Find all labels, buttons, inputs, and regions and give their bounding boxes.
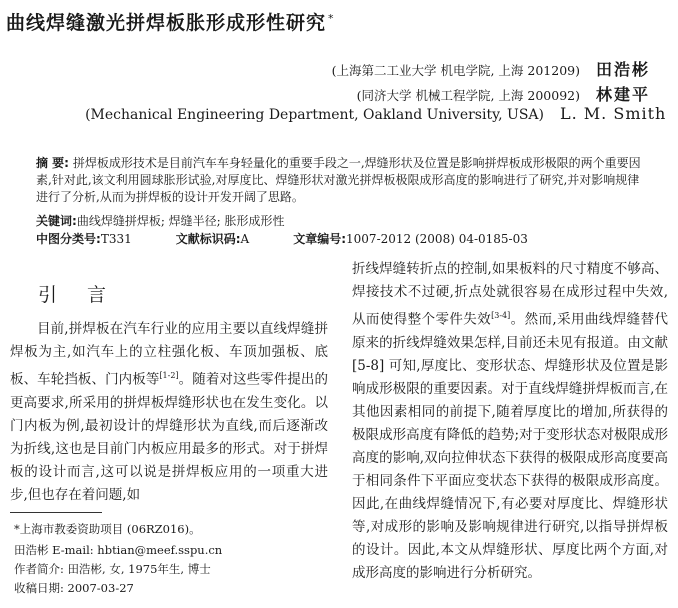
classification-line (36, 230, 528, 247)
paragraph-text: 。然而,采用曲线焊缝替代原来的折线焊缝效果怎样,目前还未见有报道。由文献 [5-8] 可知,厚度比、变形状态、焊缝形状及位置是影响成形极限的重要因素。对于直线焊缝拼焊板而言,在其他因素相同的前提下,随着厚度比的增加,所获得的极限成形高度有降低的趋势;对于变形状态对极限成形高度的影响,双向拉伸状态下获得的极限成形高度要高于相同条件下平面应变状态下获得的极限成形高度。因此,在曲线焊缝情况下,有必要对厚度比、焊缝形状等,对成形的影响及影响规律进行研究,以指导拼焊板的设计。因此,本文从焊缝形状、厚度比两个方面,对成形高度的影响进行分析研究。 (352, 311, 669, 581)
paragraph-text: 。随着对这些零件提出的更高要求,所采用的拼焊板焊缝形状也在发生变化。以门内板为例,最初设计的焊缝形状为直线,而后逐渐改为折线,这也是目前门内板应用最多的形式。对于拼焊板的设计而言,这可以说是拼焊板应用的一项重大进步,但也存在着问题,如 (10, 371, 328, 503)
title-text: 曲线焊缝激光拼焊板胀形成形性研究 (6, 12, 327, 34)
author-name: 林建平 (596, 85, 651, 104)
keywords-label: 关键词: (36, 214, 77, 228)
abstract-text: 拼焊板成形技术是目前汽车车身轻量化的重要手段之一,焊缝形状及位置是影响拼焊板成形极限的两个重要因素,针对此,该文利用圆球胀形试验,对厚度比、焊缝形状对激光拼焊板极限成形高度的影响进行了研究,并对影响规律进行了分析,从而为拼焊板的设计开发开阔了思路。 (36, 156, 641, 204)
cls-value: T331 (100, 232, 132, 246)
body-column-right (352, 258, 668, 585)
doc-code-value: A (240, 232, 250, 246)
section-heading: 引 言 (38, 284, 119, 306)
doc-code-label: 文献标识码: (175, 232, 241, 246)
footnote-funding: *上海市教委资助项目 (06RZ016)。 (14, 522, 201, 536)
affiliation-row (332, 57, 664, 80)
footnote-received-date: 收稿日期: 2007-03-27 (14, 581, 134, 595)
footnote-divider (10, 512, 102, 513)
keywords (36, 212, 285, 229)
paragraph-text: 折线焊缝转折点的控制,如果板料的尺寸精度不够高、焊接技术不过硬,折点处就很容易在成形过程中失效,从而使得整个零件失效 (352, 261, 668, 328)
footnote-author-bio: 作者简介: 田浩彬, 女, 1975年生, 博士 (14, 562, 211, 576)
body-paragraph (10, 318, 328, 507)
article-id-value: 1007-2012 (2008) 04-0185-03 (346, 232, 528, 246)
affiliation-institution: (上海第二工业大学 机电学院, 上海 201209) (331, 63, 580, 78)
article-id-label: 文章编号: (293, 232, 347, 246)
paper-title (6, 8, 335, 35)
citation-ref: [3-4] (491, 311, 511, 320)
affiliation-institution: (Mechanical Engineering Department, Oakland University, USA) (85, 107, 544, 123)
author-name: 田浩彬 (596, 60, 651, 79)
cls-label: 中图分类号: (36, 232, 101, 246)
citation-ref: [1-2] (159, 371, 179, 380)
body-paragraph (352, 258, 668, 585)
author-name: L. M. Smith (560, 104, 667, 123)
title-footnote-mark: * (328, 11, 335, 25)
footnote-email: 田浩彬 E-mail: hbtian@meef.sspu.cn (14, 543, 223, 557)
body-column-left (10, 318, 328, 507)
affiliation-institution: (同济大学 机械工程学院, 上海 200092) (356, 88, 580, 103)
affiliation-row (85, 104, 667, 123)
abstract-label: 摘 要: (36, 156, 69, 170)
abstract (36, 155, 650, 206)
paragraph-text: 目前,拼焊板在汽车行业的应用主要以直线焊缝拼焊板为主,如汽车上的立柱强化板、车顶加强板、底板、车轮挡板、门内板等 (10, 321, 328, 388)
affiliation-row (357, 82, 664, 105)
keywords-text: 曲线焊缝拼焊板; 焊缝半径; 胀形成形性 (76, 214, 285, 228)
